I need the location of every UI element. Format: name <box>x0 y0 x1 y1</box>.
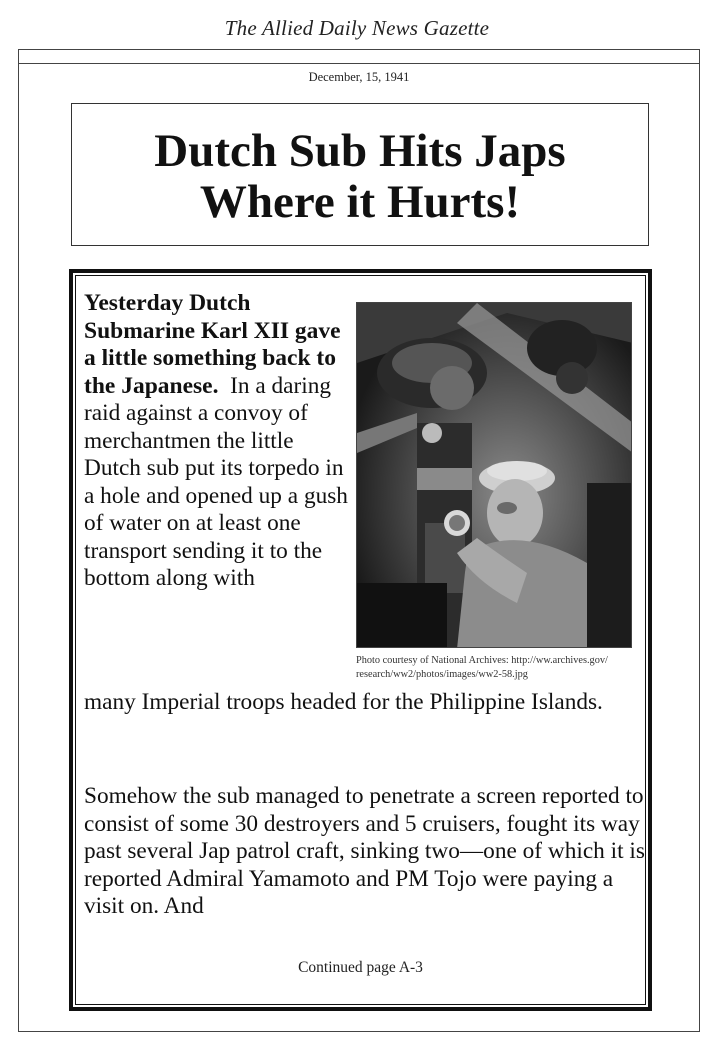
dateline: December, 15, 1941 <box>308 70 410 84</box>
photo-figure <box>356 302 652 682</box>
headline-line-2: Where it Hurts! <box>199 176 521 228</box>
article-box <box>69 269 652 1011</box>
header-rule <box>19 63 699 64</box>
lede-bold-text: Yesterday Dutch Submarine Karl XII gave a little something back to the Japanese. <box>84 290 341 399</box>
headline-line-1: Dutch Sub Hits Japs <box>154 125 566 177</box>
lede-paragraph-continuation: many Imperial troops headed for the Philippine Islands. <box>84 689 603 715</box>
headline-box <box>71 103 649 246</box>
headline <box>72 104 648 228</box>
photo-caption: Photo courtesy of National Archives: http://ww.archives.gov/ research/ww2/photos/images/ww2-58.jpg <box>356 655 608 680</box>
photo-image-icon <box>357 303 632 648</box>
body-paragraph-2: Somehow the sub managed to penetrate a screen reported to consist of some 30 destroyers and 5 cruisers, fought its way past several Jap patrol craft, sinking two—one of which it is reported Admiral Yamamoto and PM Tojo were paying a visit on. And <box>84 783 645 919</box>
continued-link[interactable]: Continued page A-3 <box>298 959 423 976</box>
submarine-photo <box>356 302 632 648</box>
lede-text: In a daring raid against a convoy of merchantmen the little Dutch sub put its torpedo in a hole and opened up a gush of water on at least one transport sending it to the bottom along with <box>84 372 348 591</box>
masthead-title: The Allied Daily News Gazette <box>224 16 490 40</box>
lede-paragraph <box>84 290 354 593</box>
article-body <box>75 275 646 1005</box>
page-frame <box>18 49 700 1032</box>
